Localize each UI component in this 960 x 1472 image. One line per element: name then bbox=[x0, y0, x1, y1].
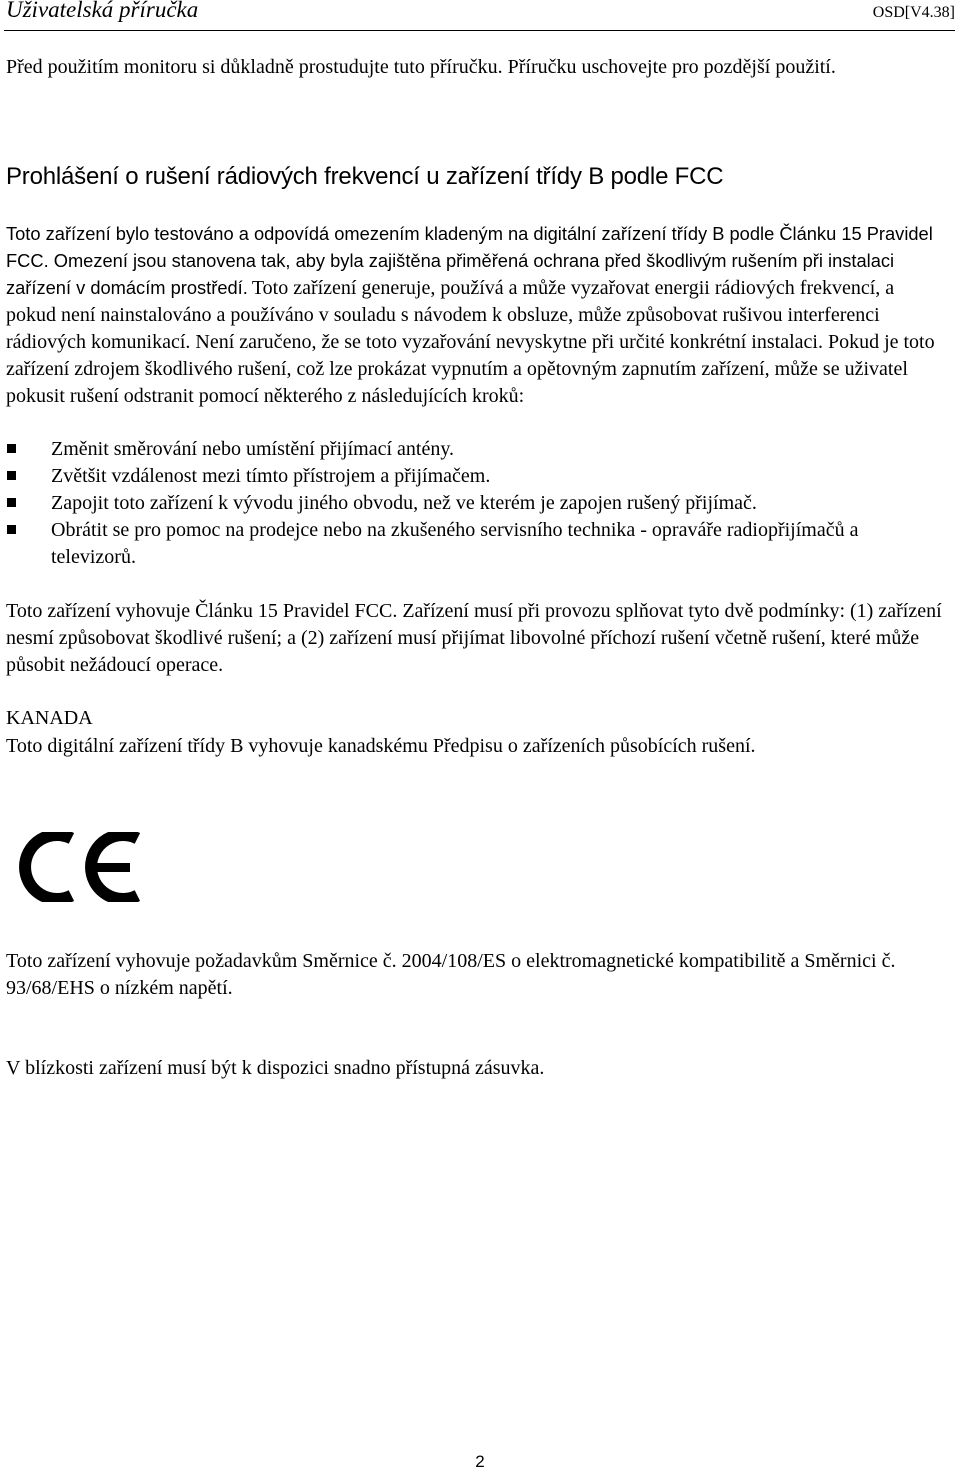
fcc-steps-list bbox=[6, 436, 946, 571]
square-bullet-icon bbox=[7, 525, 16, 534]
page-number: 2 bbox=[475, 1452, 485, 1471]
fcc-body-sans-text: Toto zařízení bylo testováno a odpovídá omezením kladeným na digitální zařízení třídy B podle Článku 15 Pravidel FCC. Omezení jsou stanovena tak, aby byla zajištěna přiměřená ochrana před škodlivým rušením při instalaci zařízení v domácím prostředí. bbox=[6, 223, 933, 298]
fcc-body-paragraph bbox=[6, 220, 946, 410]
fcc-heading: Prohlášení o rušení rádiových frekvencí u zařízení třídy B podle FCC bbox=[6, 163, 724, 190]
page-header bbox=[4, 0, 955, 31]
list-item-text: Zvětšit vzdálenost mezi tímto přístrojem a přijímačem. bbox=[51, 465, 491, 487]
intro-paragraph: Před použitím monitoru si důkladně prostudujte tuto příručku. Příručku uschovejte pro pozdější použití. bbox=[6, 56, 836, 78]
square-bullet-icon bbox=[7, 444, 16, 453]
list-item-text: Zapojit toto zařízení k vývodu jiného obvodu, než ve kterém je zapojen rušený přijímač. bbox=[51, 492, 757, 514]
ce-mark-logo bbox=[14, 832, 146, 902]
list-item bbox=[6, 436, 946, 463]
list-item bbox=[6, 490, 946, 517]
canada-heading: KANADA bbox=[6, 707, 93, 729]
list-item-text: Obrátit se pro pomoc na prodejce nebo na zkušeného servisního technika - opraváře radiopřijímačů a televizorů. bbox=[51, 519, 859, 568]
list-item bbox=[6, 517, 946, 571]
square-bullet-icon bbox=[7, 498, 16, 507]
ce-compliance-paragraph: Toto zařízení vyhovuje požadavkům Směrnice č. 2004/108/ES o elektromagnetické kompatibilitě a Směrnici č. 93/68/EHS o nízkém napětí. bbox=[6, 950, 896, 999]
version-label: OSD[V4.38] bbox=[872, 4, 955, 21]
canada-paragraph: Toto digitální zařízení třídy B vyhovuje kanadskému Předpisu o zařízeních působících rušení. bbox=[6, 735, 756, 757]
outlet-note: V blízkosti zařízení musí být k dispozici snadno přístupná zásuvka. bbox=[6, 1057, 545, 1079]
fcc-compliance-paragraph: Toto zařízení vyhovuje Článku 15 Pravidel FCC. Zařízení musí při provozu splňovat tyto dvě podmínky: (1) zařízení nesmí způsobovat škodlivé rušení; a (2) zařízení musí přijímat libovolné příchozí rušení včetně rušení, které může působit nežádoucí operace. bbox=[6, 600, 942, 676]
list-item bbox=[6, 463, 946, 490]
square-bullet-icon bbox=[7, 471, 16, 480]
list-item-text: Změnit směrování nebo umístění přijímací antény. bbox=[51, 438, 455, 460]
manual-title: Uživatelská příručka bbox=[6, 0, 199, 22]
fcc-body-serif-text: Toto zařízení generuje, používá a může vyzařovat energii rádiových frekvencí, a pokud není nainstalováno a používáno v souladu s návodem k obsluze, může způsobovat rušivou interferenci rádiových komunikací. Není zaručeno, že se toto vyzařování nevyskytne při určité konkrétní instalaci. Pokud je toto zařízení zdrojem škodlivého rušení, což lze prokázat vypnutím a opětovným zapnutím zařízení, může se uživatel pokusit rušení odstranit pomocí některého z následujících kroků: bbox=[6, 277, 935, 407]
